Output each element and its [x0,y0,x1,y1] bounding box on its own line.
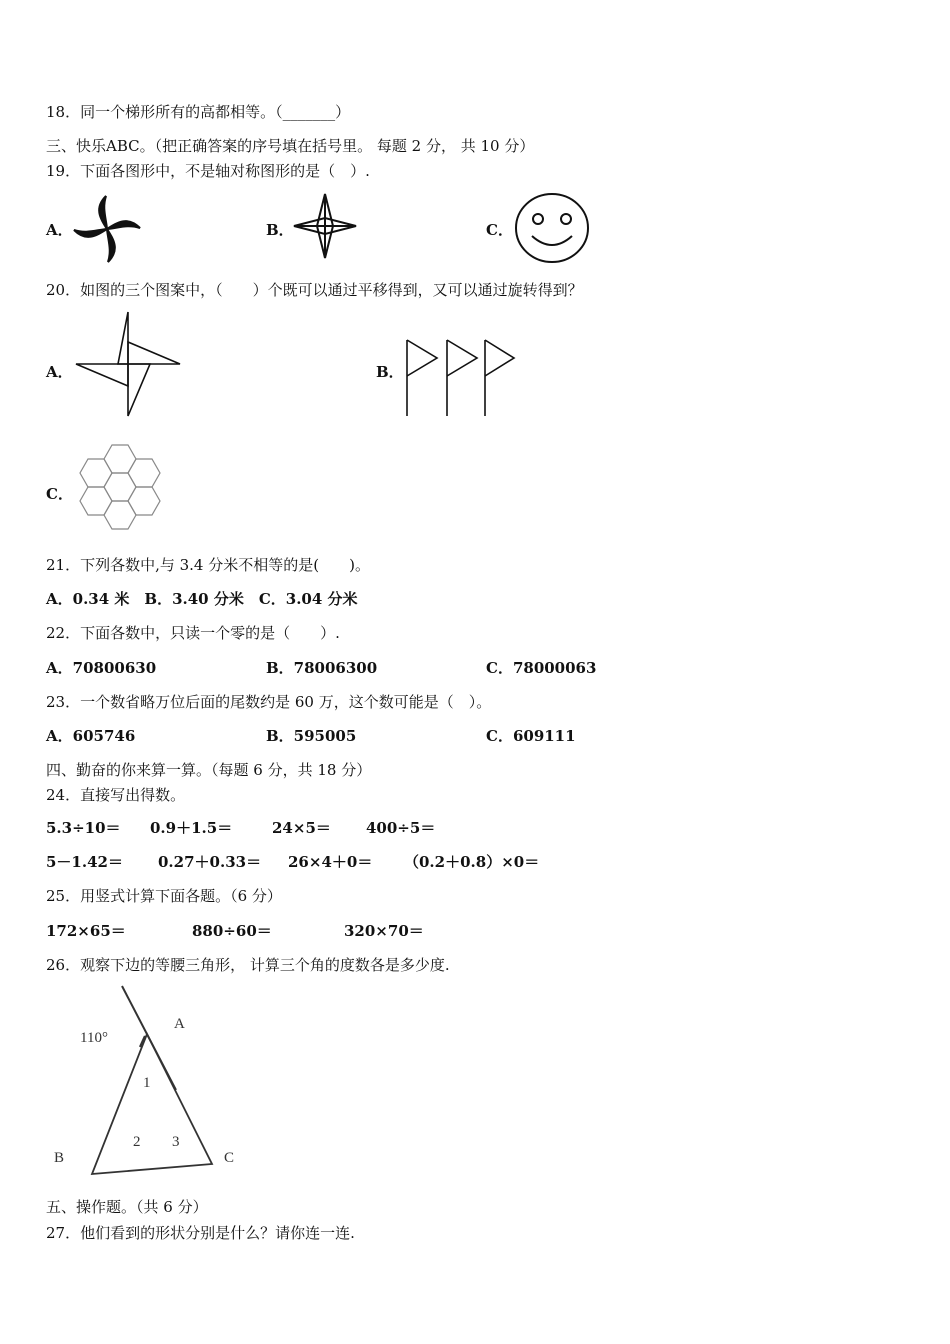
vertex-label-b: B [54,1150,65,1166]
section-4-heading: 四、勤奋的你来算一算。（每题 6 分，共 18 分） [46,761,372,779]
calc-item: 5.3÷10＝ [46,819,121,837]
angle-label-110: 110° [80,1030,108,1046]
calc-item: 400÷5＝ [366,819,436,837]
hexagon-pattern-figure [72,443,168,537]
q23-option-b: B．595005 [266,727,357,745]
q20-option-b-label: B． [376,363,404,381]
q20-option-a-label: A． [46,363,73,381]
calc-item: 172×65＝ [46,922,126,940]
q23-option-a: A．605746 [46,727,136,745]
q19-option-b-label: B． [266,221,294,239]
section-5-heading: 五、操作题。（共 6 分） [46,1198,208,1216]
q22-option-a: A．70800630 [46,659,157,677]
isosceles-triangle-figure [46,984,246,1180]
q21-options: A．0.34 米 B．3.40 分米 C．3.04 分米 [46,590,358,608]
q22-option-c: C．78000063 [486,659,597,677]
windmill-figure [74,310,184,418]
q19-option-a-label: A． [46,221,73,239]
angle-label-2: 2 [133,1134,141,1150]
vertex-label-c: C [224,1150,235,1166]
calc-item: 5－1.42＝ [46,853,123,871]
q23-option-c: C．609111 [486,727,576,745]
question-27: 27．他们看到的形状分别是什么？请你连一连. [46,1224,355,1242]
cross-star-figure [292,192,358,260]
angle-label-3: 3 [172,1134,180,1150]
calc-item: （0.2＋0.8）×0＝ [404,853,540,871]
calc-item: 880÷60＝ [192,922,272,940]
question-25: 25．用竖式计算下面各题。（6 分） [46,887,282,905]
angle-label-1: 1 [143,1075,151,1091]
calc-item: 26×4＋0＝ [288,853,373,871]
q20-option-c-label: C． [46,485,73,503]
three-flags-figure [402,336,518,418]
calc-item: 320×70＝ [344,922,424,940]
calc-item: 24×5＝ [272,819,331,837]
section-3-heading: 三、快乐ABC。（把正确答案的序号填在括号里。 每题 2 分， 共 10 分） [46,137,535,155]
question-24: 24．直接写出得数。 [46,786,186,804]
vertex-label-a: A [174,1016,185,1032]
question-20: 20．如图的三个图案中，（ ）个既可以通过平移得到，又可以通过旋转得到？ [46,281,583,299]
question-19: 19．下面各图形中，不是轴对称图形的是（ ）. [46,162,370,180]
question-22: 22．下面各数中，只读一个零的是（ ）. [46,624,340,642]
pinwheel-figure [72,194,142,264]
calc-item: 0.27＋0.33＝ [158,853,262,871]
smiley-face-figure [513,192,591,264]
question-21: 21．下列各数中,与 3.4 分米不相等的是( )。 [46,556,370,574]
question-23: 23．一个数省略万位后面的尾数约是 60 万，这个数可能是（ ）。 [46,693,492,711]
calc-item: 0.9＋1.5＝ [150,819,233,837]
q19-option-c-label: C． [486,221,513,239]
question-26: 26．观察下边的等腰三角形， 计算三个角的度数各是多少度. [46,956,450,974]
question-18: 18．同一个梯形所有的高都相等。（_______） [46,103,351,121]
q22-option-b: B．78006300 [266,659,378,677]
